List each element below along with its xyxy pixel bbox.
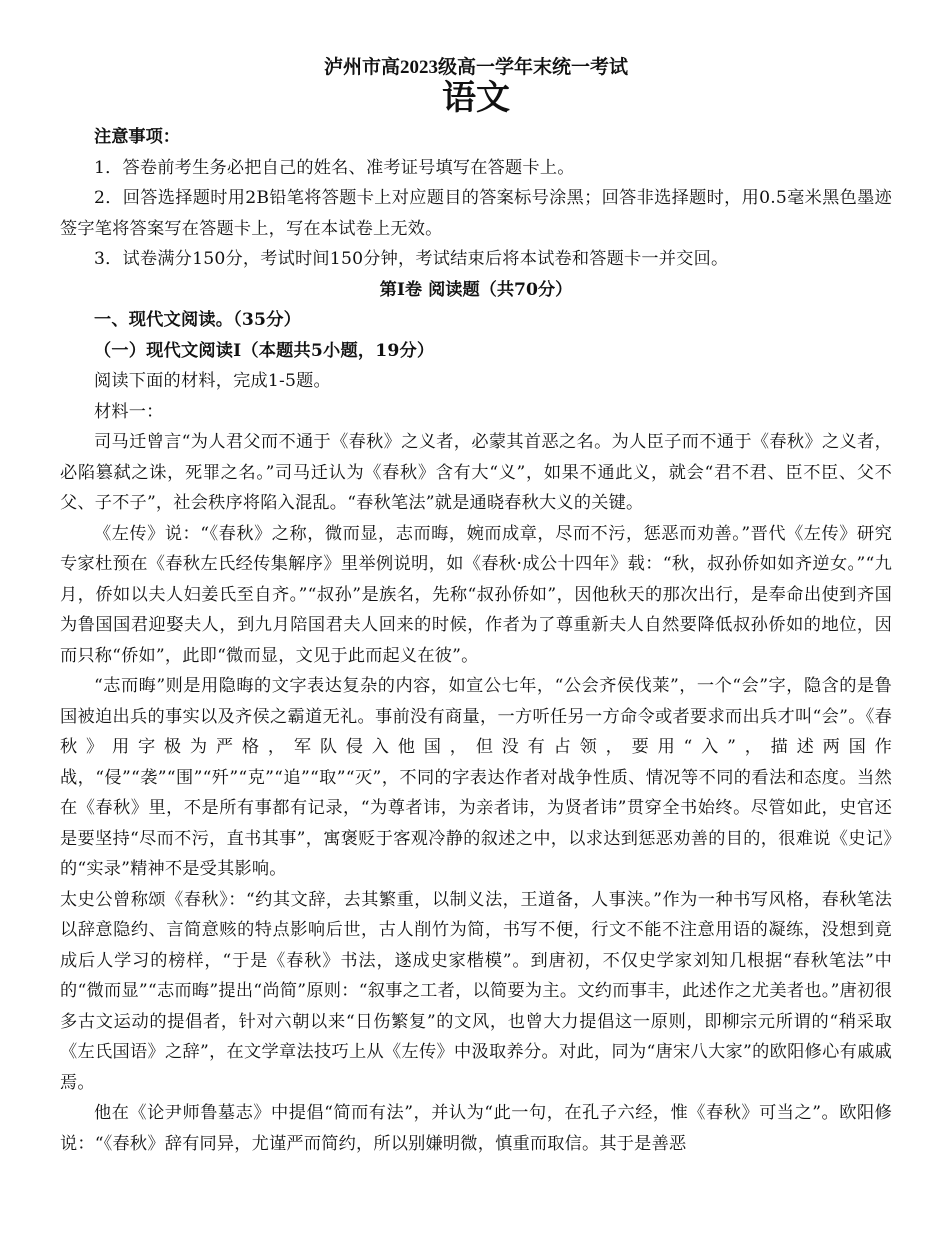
- section-heading-2: （一）现代文阅读Ⅰ（本题共5小题，19分）: [94, 340, 435, 361]
- paragraph-5: 他在《论尹师鲁墓志》中提倡“简而有法”，并认为“此一句，在孔子六经，惟《春秋》可当之”。欧阳修说：“《春秋》辞有同异，尤谨严而简约，所以别嫌明微，慎重而取信。其于是善恶: [60, 1103, 892, 1154]
- subject-title: 语文: [442, 78, 510, 118]
- notice-item-2: 2．回答选择题时用2B铅笔将答题卡上对应题目的答案标号涂黑；回答非选择题时，用0.5毫米黑色墨迹签字笔将答案写在答题卡上，写在本试卷上无效。: [60, 188, 892, 239]
- paragraph-4: 太史公曾称颂《春秋》：“约其文辞，去其繁重，以制义法，王道备，人事浃。”作为一种书写风格，春秋笔法以辞意隐约、言简意赅的特点影响后世，古人削竹为简，书写不便，行文不能不注意用语的凝练，没想到竟成后人学习的榜样，“于是《春秋》书法，遂成史家楷模”。到唐初，不仅史学家刘知几根据“春秋笔法”中的“微而显”“志而晦”提出“尚简”原则：“叙事之工者，以简要为主。文约而事丰，此述作之尤美者也。”唐初很多古文运动的提倡者，针对六朝以来“日伤繁复”的文风，也曾大力提倡这一原则，即柳宗元所谓的“稍采取《左氏国语》之辞”，在文学章法技巧上从《左传》中汲取养分。对此，同为“唐宋八大家”的欧阳修心有戚戚焉。: [60, 889, 892, 1093]
- section-heading-1: 一、现代文阅读。（35分）: [94, 310, 301, 330]
- part-title: 第Ⅰ卷 阅读题（共70分）: [379, 279, 573, 300]
- notice-item-3: 3．试卷满分150分，考试时间150分钟，考试结束后将本试卷和答题卡一并交回。: [94, 249, 729, 269]
- paragraph-1: 司马迁曾言“为人君父而不通于《春秋》之义者，必蒙其首恶之名。为人臣子而不通于《春秋》之义者，必陷篡弑之诛，死罪之名。”司马迁认为《春秋》含有大“义”，如果不通此义，就会“君不君、臣不臣、父不父、子不子”，社会秩序将陷入混乱。“春秋笔法”就是通晓春秋大义的关键。: [60, 432, 892, 513]
- exam-title: 泸州市高2023级高一学年末统一考试: [323, 57, 628, 78]
- exam-body: [60, 122, 892, 1159]
- material-label: 材料一：: [94, 401, 164, 422]
- paragraph-2: 《左传》说：“《春秋》之称，微而显，志而晦，婉而成章，尽而不污，惩恶而劝善。”晋代《左传》研究专家杜预在《春秋左氏经传集解序》里举例说明，如《春秋·成公十四年》载：“秋，叔孙侨如如齐逆女。”“九月，侨如以夫人妇姜氏至自齐。”“叔孙”是族名，先称“叔孙侨如”，因他秋天的那次出行，是奉命出使到齐国为鲁国国君迎娶夫人，到九月陪国君夫人回来的时候，作者为了尊重新夫人自然要降低叔孙侨如的地位，因而只称“侨如”，此即“微而显，文见于此而起义在彼”。: [60, 523, 892, 666]
- paragraph-3: “志而晦”则是用隐晦的文字表达复杂的内容，如宣公七年，“公会齐侯伐莱”，一个“会”字，隐含的是鲁国被迫出兵的事实以及齐侯之霸道无礼。事前没有商量，一方听任另一方命令或者要求而出兵才叫“会”。《春秋》用字极为严格，军队侵入他国，但没有占领，要用“入”，描述两国作战，“侵”“袭”“围”“歼”“克”“追”“取”“灭”，不同的字表达作者对战争性质、情况等不同的看法和态度。当然在《春秋》里，不是所有事都有记录，“为尊者讳，为亲者讳，为贤者讳”贯穿全书始终。尽管如此，史官还是要坚持“尽而不污，直书其事”，寓褒贬于客观冷静的叙述之中，以求达到惩恶劝善的目的，很难说《史记》的“实录”精神不是受其影响。: [60, 676, 892, 879]
- notice-item-1: 1．答卷前考生务必把自己的姓名、准考证号填写在答题卡上。: [94, 157, 575, 178]
- notice-heading: 注意事项：: [94, 127, 180, 147]
- reading-instruction: 阅读下面的材料，完成1-5题。: [94, 371, 331, 391]
